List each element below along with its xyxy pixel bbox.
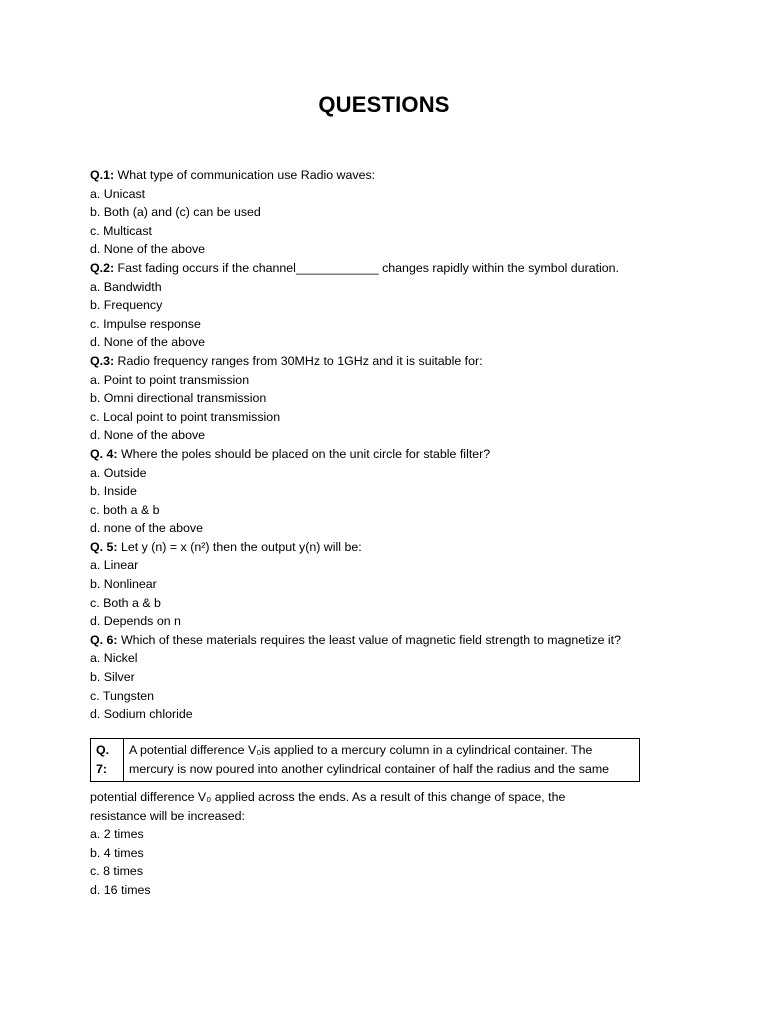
option: d. Depends on n — [90, 614, 181, 629]
option: c. Both a & b — [90, 595, 161, 610]
question-7-number — [91, 739, 124, 782]
option: b. Nonlinear — [90, 577, 157, 592]
question-text: Let y (n) = x (n²) then the output y(n) will be: — [117, 539, 362, 554]
option: a. Outside — [90, 465, 147, 480]
page-title: QUESTIONS — [318, 92, 450, 117]
option: c. 8 times — [90, 864, 144, 879]
option: a. Point to point transmission — [90, 372, 250, 387]
option: d. None of the above — [90, 428, 206, 443]
option: a. 2 times — [90, 827, 144, 842]
option: c. both a & b — [90, 502, 160, 517]
question-number-line: Q. — [96, 743, 110, 757]
question-number: Q.2: — [90, 260, 115, 275]
question-number: Q. 6: — [90, 632, 118, 647]
option: d. 16 times — [90, 882, 151, 897]
question-text-line: potential difference V₀ applied across the ends. As a result of this change of space, the — [90, 790, 566, 804]
question-number-line: 7: — [96, 762, 108, 776]
question-7-text-box — [124, 739, 640, 782]
question-list — [90, 166, 690, 724]
option: d. none of the above — [90, 521, 203, 536]
option: b. 4 times — [90, 845, 144, 860]
option: d. Sodium chloride — [90, 707, 193, 722]
question-4 — [90, 445, 690, 464]
option: c. Impulse response — [90, 316, 201, 331]
question-number: Q. 4: — [90, 446, 118, 461]
question-number: Q.3: — [90, 353, 115, 368]
question-2 — [90, 259, 690, 278]
question-text: Which of these materials requires the least value of magnetic field strength to magnetize it? — [117, 632, 622, 647]
question-7-box — [90, 738, 640, 782]
option: a. Linear — [90, 558, 139, 573]
option: b. Silver — [90, 670, 135, 685]
question-text: Where the poles should be placed on the unit circle for stable filter? — [117, 446, 491, 461]
question-3 — [90, 352, 690, 371]
option: b. Frequency — [90, 298, 163, 313]
question-text-line: mercury is now poured into another cylindrical container of half the radius and the same — [129, 762, 610, 776]
option: c. Tungsten — [90, 688, 155, 703]
option: d. None of the above — [90, 335, 206, 350]
question-7-continuation — [90, 788, 690, 900]
question-5 — [90, 538, 690, 557]
option: b. Both (a) and (c) can be used — [90, 205, 261, 220]
option: d. None of the above — [90, 242, 206, 257]
question-1 — [90, 166, 690, 185]
question-number: Q.1: — [90, 168, 115, 182]
question-text-line: A potential difference V₀is applied to a mercury column in a cylindrical container. The — [129, 743, 593, 757]
option: a. Unicast — [90, 186, 146, 201]
question-text-line: resistance will be increased: — [90, 808, 245, 823]
option: b. Inside — [90, 484, 137, 499]
question-number: Q. 5: — [90, 539, 118, 554]
option: a. Nickel — [90, 651, 138, 666]
option: c. Local point to point transmission — [90, 409, 281, 424]
question-6 — [90, 631, 690, 650]
option: a. Bandwidth — [90, 279, 162, 294]
question-text: Radio frequency ranges from 30MHz to 1GHz and it is suitable for: — [114, 353, 483, 368]
question-text: Fast fading occurs if the channel____________ changes rapidly within the symbol duration. — [114, 260, 620, 275]
option: c. Multicast — [90, 223, 152, 238]
option: b. Omni directional transmission — [90, 391, 267, 406]
question-text: What type of communication use Radio waves: — [114, 168, 376, 182]
